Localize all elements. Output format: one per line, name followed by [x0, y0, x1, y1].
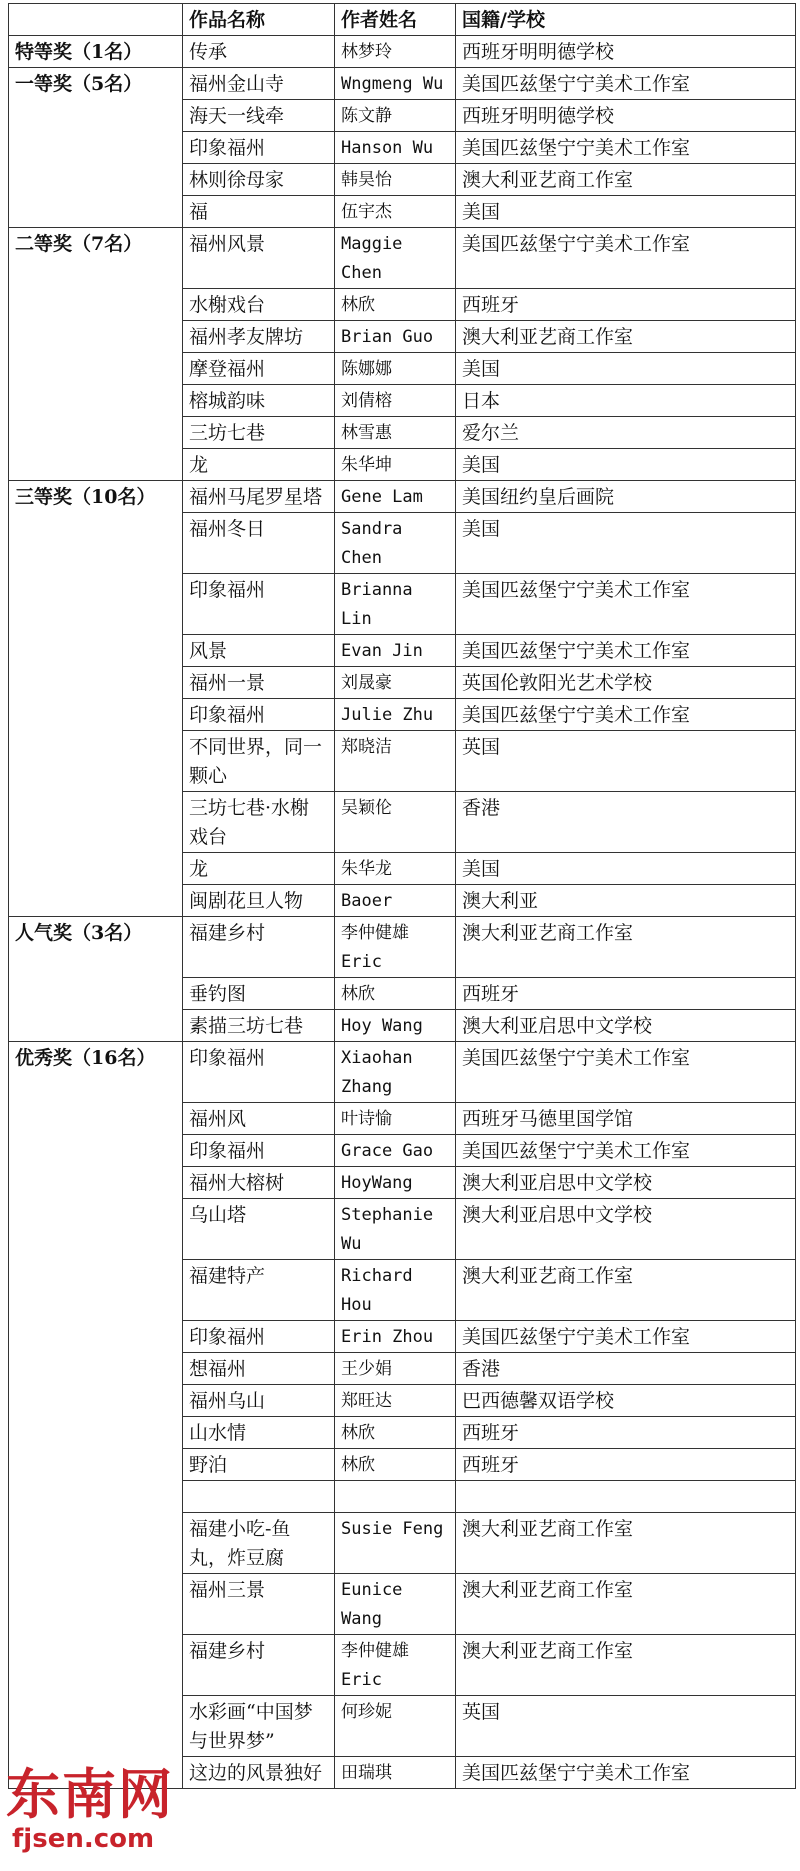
work-title-cell: 想福州 — [183, 1353, 335, 1385]
author-name-cell: 林欣 — [335, 289, 456, 321]
country-school-cell — [456, 1481, 796, 1513]
work-title-cell: 林则徐母家 — [183, 164, 335, 196]
country-school-cell: 美国 — [456, 513, 796, 574]
author-name-cell: 叶诗愉 — [335, 1103, 456, 1135]
author-name-cell: 朱华坤 — [335, 449, 456, 481]
country-school-cell: 澳大利亚启思中文学校 — [456, 1167, 796, 1199]
author-name-cell: Susie Feng — [335, 1513, 456, 1574]
country-school-cell: 澳大利亚艺商工作室 — [456, 917, 796, 978]
author-name-cell: Grace Gao — [335, 1135, 456, 1167]
awards-table — [8, 3, 796, 1789]
country-school-cell: 澳大利亚艺商工作室 — [456, 1260, 796, 1321]
header-author-name: 作者姓名 — [335, 4, 456, 36]
work-title-cell: 垂钓图 — [183, 978, 335, 1010]
work-title-cell: 印象福州 — [183, 1321, 335, 1353]
work-title-cell: 水彩画“中国梦与世界梦” — [183, 1696, 335, 1757]
country-school-cell: 美国匹兹堡宁宁美术工作室 — [456, 1757, 796, 1789]
author-name-cell — [335, 1481, 456, 1513]
author-name-cell: 林欣 — [335, 1417, 456, 1449]
country-school-cell: 英国 — [456, 731, 796, 792]
work-title-cell: 摩登福州 — [183, 353, 335, 385]
author-name-cell: Baoer — [335, 885, 456, 917]
country-school-cell: 巴西德馨双语学校 — [456, 1385, 796, 1417]
work-title-cell: 不同世界，同一颗心 — [183, 731, 335, 792]
work-title-cell: 福州风景 — [183, 228, 335, 289]
table-row — [9, 481, 796, 513]
author-name-cell: Evan Jin — [335, 635, 456, 667]
table-header-row — [9, 4, 796, 36]
author-name-cell: 伍宇杰 — [335, 196, 456, 228]
country-school-cell: 澳大利亚艺商工作室 — [456, 1513, 796, 1574]
site-watermark — [6, 1765, 196, 1865]
country-school-cell: 英国伦敦阳光艺术学校 — [456, 667, 796, 699]
work-title-cell: 印象福州 — [183, 574, 335, 635]
author-name-cell: Gene Lam — [335, 481, 456, 513]
author-name-cell: Eunice Wang — [335, 1574, 456, 1635]
work-title-cell: 福建乡村 — [183, 917, 335, 978]
author-name-cell: Stephanie Wu — [335, 1199, 456, 1260]
work-title-cell: 福州乌山 — [183, 1385, 335, 1417]
work-title-cell: 传承 — [183, 36, 335, 68]
work-title-cell: 福建小吃-鱼丸，炸豆腐 — [183, 1513, 335, 1574]
country-school-cell: 美国 — [456, 853, 796, 885]
header-country-school: 国籍/学校 — [456, 4, 796, 36]
country-school-cell: 美国匹兹堡宁宁美术工作室 — [456, 1042, 796, 1103]
country-school-cell: 西班牙 — [456, 1417, 796, 1449]
work-title-cell: 福州一景 — [183, 667, 335, 699]
work-title-cell: 三坊七巷·水榭戏台 — [183, 792, 335, 853]
award-category: 三等奖（10名） — [9, 481, 183, 917]
award-category: 优秀奖（16名） — [9, 1042, 183, 1789]
work-title-cell: 素描三坊七巷 — [183, 1010, 335, 1042]
country-school-cell: 香港 — [456, 792, 796, 853]
award-category: 特等奖（1名） — [9, 36, 183, 68]
country-school-cell: 香港 — [456, 1353, 796, 1385]
country-school-cell: 美国匹兹堡宁宁美术工作室 — [456, 699, 796, 731]
author-name-cell: Richard Hou — [335, 1260, 456, 1321]
work-title-cell: 福 — [183, 196, 335, 228]
work-title-cell: 风景 — [183, 635, 335, 667]
work-title-cell: 福建乡村 — [183, 1635, 335, 1696]
author-name-cell: 李仲健雄 Eric — [335, 917, 456, 978]
author-name-cell: 何珍妮 — [335, 1696, 456, 1757]
author-name-cell: 林梦玲 — [335, 36, 456, 68]
country-school-cell: 美国匹兹堡宁宁美术工作室 — [456, 1135, 796, 1167]
country-school-cell: 西班牙马德里国学馆 — [456, 1103, 796, 1135]
work-title-cell: 福州孝友牌坊 — [183, 321, 335, 353]
country-school-cell: 西班牙明明德学校 — [456, 100, 796, 132]
country-school-cell: 澳大利亚艺商工作室 — [456, 321, 796, 353]
author-name-cell: Xiaohan Zhang — [335, 1042, 456, 1103]
author-name-cell: 朱华龙 — [335, 853, 456, 885]
work-title-cell: 野泊 — [183, 1449, 335, 1481]
work-title-cell: 福州三景 — [183, 1574, 335, 1635]
author-name-cell: 林欣 — [335, 978, 456, 1010]
table-row — [9, 36, 796, 68]
country-school-cell: 英国 — [456, 1696, 796, 1757]
country-school-cell: 美国匹兹堡宁宁美术工作室 — [456, 132, 796, 164]
author-name-cell: Erin Zhou — [335, 1321, 456, 1353]
author-name-cell: 陈文静 — [335, 100, 456, 132]
work-title-cell: 印象福州 — [183, 1042, 335, 1103]
author-name-cell: HoyWang — [335, 1167, 456, 1199]
country-school-cell: 美国 — [456, 196, 796, 228]
country-school-cell: 澳大利亚 — [456, 885, 796, 917]
author-name-cell: 陈娜娜 — [335, 353, 456, 385]
work-title-cell: 印象福州 — [183, 1135, 335, 1167]
work-title-cell: 福州风 — [183, 1103, 335, 1135]
author-name-cell: Wngmeng Wu — [335, 68, 456, 100]
author-name-cell: 韩昊怡 — [335, 164, 456, 196]
country-school-cell: 澳大利亚艺商工作室 — [456, 1574, 796, 1635]
author-name-cell: 吴颖伦 — [335, 792, 456, 853]
country-school-cell: 美国匹兹堡宁宁美术工作室 — [456, 68, 796, 100]
author-name-cell: Maggie Chen — [335, 228, 456, 289]
author-name-cell: 李仲健雄 Eric — [335, 1635, 456, 1696]
table-row — [9, 917, 796, 978]
country-school-cell: 日本 — [456, 385, 796, 417]
award-category: 一等奖（5名） — [9, 68, 183, 228]
country-school-cell: 美国 — [456, 449, 796, 481]
award-category: 二等奖（7名） — [9, 228, 183, 481]
work-title-cell: 闽剧花旦人物 — [183, 885, 335, 917]
author-name-cell: Brian Guo — [335, 321, 456, 353]
award-category: 人气奖（3名） — [9, 917, 183, 1042]
country-school-cell: 西班牙 — [456, 289, 796, 321]
country-school-cell: 澳大利亚艺商工作室 — [456, 164, 796, 196]
author-name-cell: Hoy Wang — [335, 1010, 456, 1042]
work-title-cell: 印象福州 — [183, 132, 335, 164]
header-award — [9, 4, 183, 36]
table-row — [9, 1042, 796, 1103]
author-name-cell: Hanson Wu — [335, 132, 456, 164]
author-name-cell: 郑旺达 — [335, 1385, 456, 1417]
country-school-cell: 美国匹兹堡宁宁美术工作室 — [456, 1321, 796, 1353]
country-school-cell: 西班牙 — [456, 1449, 796, 1481]
work-title-cell: 海天一线牵 — [183, 100, 335, 132]
work-title-cell: 山水情 — [183, 1417, 335, 1449]
country-school-cell: 美国匹兹堡宁宁美术工作室 — [456, 574, 796, 635]
table-body — [9, 36, 796, 1789]
work-title-cell: 福建特产 — [183, 1260, 335, 1321]
author-name-cell: Sandra Chen — [335, 513, 456, 574]
work-title-cell: 榕城韵味 — [183, 385, 335, 417]
work-title-cell: 水榭戏台 — [183, 289, 335, 321]
table-row — [9, 228, 796, 289]
work-title-cell — [183, 1481, 335, 1513]
country-school-cell: 澳大利亚启思中文学校 — [456, 1010, 796, 1042]
author-name-cell: Julie Zhu — [335, 699, 456, 731]
work-title-cell: 印象福州 — [183, 699, 335, 731]
work-title-cell: 福州冬日 — [183, 513, 335, 574]
work-title-cell: 这边的风景独好 — [183, 1757, 335, 1789]
author-name-cell: 林雪惠 — [335, 417, 456, 449]
work-title-cell: 龙 — [183, 449, 335, 481]
watermark-chinese: 东南网 — [6, 1763, 174, 1826]
work-title-cell: 福州马尾罗星塔 — [183, 481, 335, 513]
country-school-cell: 美国 — [456, 353, 796, 385]
author-name-cell: 王少娟 — [335, 1353, 456, 1385]
header-work-title: 作品名称 — [183, 4, 335, 36]
country-school-cell: 美国纽约皇后画院 — [456, 481, 796, 513]
work-title-cell: 乌山塔 — [183, 1199, 335, 1260]
watermark-english: fjsen.com — [12, 1824, 155, 1854]
work-title-cell: 三坊七巷 — [183, 417, 335, 449]
work-title-cell: 福州金山寺 — [183, 68, 335, 100]
author-name-cell: 田瑞琪 — [335, 1757, 456, 1789]
work-title-cell: 龙 — [183, 853, 335, 885]
country-school-cell: 西班牙 — [456, 978, 796, 1010]
country-school-cell: 西班牙明明德学校 — [456, 36, 796, 68]
author-name-cell: Brianna Lin — [335, 574, 456, 635]
author-name-cell: 刘倩榕 — [335, 385, 456, 417]
country-school-cell: 美国匹兹堡宁宁美术工作室 — [456, 228, 796, 289]
country-school-cell: 澳大利亚艺商工作室 — [456, 1635, 796, 1696]
author-name-cell: 林欣 — [335, 1449, 456, 1481]
author-name-cell: 郑晓洁 — [335, 731, 456, 792]
table-row — [9, 68, 796, 100]
country-school-cell: 美国匹兹堡宁宁美术工作室 — [456, 635, 796, 667]
country-school-cell: 澳大利亚启思中文学校 — [456, 1199, 796, 1260]
country-school-cell: 爱尔兰 — [456, 417, 796, 449]
author-name-cell: 刘晟豪 — [335, 667, 456, 699]
work-title-cell: 福州大榕树 — [183, 1167, 335, 1199]
